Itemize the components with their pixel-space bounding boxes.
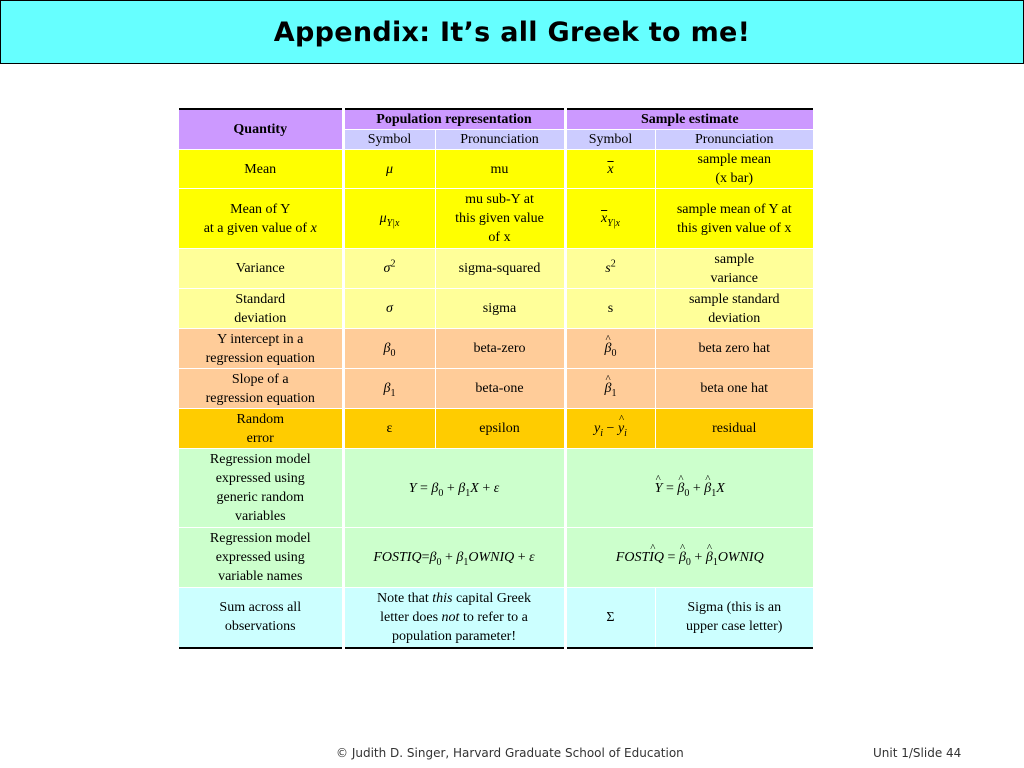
quantity-var: x [310, 220, 317, 236]
beta-symbol: β [383, 341, 391, 356]
quantity-line1: Regression model [209, 452, 311, 467]
pop-pron-line3: of x [488, 230, 511, 245]
eq-epsilon: ε [529, 550, 535, 565]
eq-plus: + [692, 480, 701, 496]
eq-i-hat: ^ I [649, 548, 654, 567]
quantity-line1: Slope of a [231, 371, 289, 387]
quantity-cell: Variance [179, 249, 343, 289]
pop-symbol-cell [343, 189, 435, 249]
note-part-a: Note that [377, 590, 429, 606]
samp-equation-cell [565, 449, 813, 528]
pop-symbol-cell: μ [343, 150, 435, 189]
quantity-cell [179, 289, 343, 329]
note-part-c: letter does [380, 609, 439, 625]
samp-symbol-cell [565, 189, 655, 249]
pop-pronunciation-cell: beta-one [435, 369, 565, 409]
table-row-standard-deviation [179, 289, 813, 329]
x-bar-symbol: $\overline{x}$ [601, 211, 608, 226]
table-row-mean-of-y [179, 189, 813, 249]
note-not: not [441, 609, 460, 625]
header-sample: Sample estimate [565, 109, 813, 130]
header-population: Population representation [343, 109, 565, 130]
pop-pronunciation-cell [435, 189, 565, 249]
header-pop-pronunciation: Pronunciation [435, 130, 565, 150]
quantity-line1: Standard [235, 291, 286, 307]
pop-pronunciation-cell: sigma [435, 289, 565, 329]
quantity-line1: Y intercept in a [217, 331, 304, 347]
pop-pronunciation-cell: beta-zero [435, 329, 565, 369]
pop-equation-cell [343, 449, 565, 528]
subscript: 1 [611, 387, 617, 399]
quantity-line2: regression equation [205, 350, 315, 366]
pop-pron-line2: this given value [455, 211, 544, 226]
table-row-slope [179, 369, 813, 409]
samp-symbol-cell [565, 249, 655, 289]
pop-symbol-cell: σ [343, 289, 435, 329]
samp-pron-line1: sample mean of Y at [676, 201, 792, 217]
eq-fostiq: FOSTIQ [373, 550, 422, 565]
samp-pron-line2: variance [710, 270, 758, 286]
subscript: 0 [611, 347, 617, 359]
quantity-cell [179, 329, 343, 369]
quantity-cell [179, 189, 343, 249]
eq-fost: FOST [615, 550, 650, 565]
note-part-b: capital Greek [455, 590, 531, 606]
subscript: 1 [712, 556, 718, 568]
eq-beta0-hat: ^ β [677, 479, 684, 498]
table-row-sum [179, 588, 813, 648]
pop-equation-cell [343, 528, 565, 588]
samp-symbol-cell [565, 409, 655, 449]
quantity-cell [179, 409, 343, 449]
eq-epsilon: ε [493, 480, 500, 496]
eq-plus: + [444, 550, 453, 565]
subscript: 1 [711, 487, 717, 499]
quantity-line2: error [246, 430, 274, 446]
samp-pronunciation-cell: beta zero hat [655, 329, 813, 369]
eq-Y-hat: ^ Y [655, 479, 663, 498]
table-row-named-model [179, 528, 813, 588]
greek-symbols-table [179, 108, 813, 649]
table-row-mean [179, 150, 813, 189]
quantity-cell: Mean [179, 150, 343, 189]
eq-X: X [470, 480, 479, 496]
table-row-y-intercept [179, 329, 813, 369]
samp-pronunciation-cell [655, 189, 813, 249]
samp-symbol-cell [565, 369, 655, 409]
pop-pron-line1: mu sub-Y at [465, 192, 534, 207]
header-quantity: Quantity [179, 109, 343, 150]
samp-pronunciation-cell: beta one hat [655, 369, 813, 409]
mu-symbol: μ [379, 211, 387, 226]
samp-pron-line2: deviation [708, 310, 761, 326]
subscript: 0 [685, 556, 691, 568]
beta-symbol: β [383, 381, 391, 396]
header-samp-symbol: Symbol [565, 130, 655, 150]
pop-symbol-cell [343, 329, 435, 369]
pop-symbol-cell: ε [343, 409, 435, 449]
table-row-generic-model [179, 449, 813, 528]
samp-symbol-cell [565, 150, 655, 189]
header-samp-pronunciation: Pronunciation [655, 130, 813, 150]
footer-slide-number: Unit 1/Slide 44 [873, 746, 962, 760]
samp-pronunciation-cell [655, 289, 813, 329]
header-pop-symbol: Symbol [343, 130, 435, 150]
samp-pronunciation-cell: residual [655, 409, 813, 449]
samp-symbol-cell: Σ [565, 588, 655, 648]
subscript: 1 [390, 387, 396, 399]
y-hat-symbol: ^ y [618, 419, 624, 438]
quantity-line2: expressed using [215, 471, 305, 486]
pop-symbol-cell [343, 249, 435, 289]
footer-credit: © Judith D. Singer, Harvard Graduate School of Education [336, 746, 684, 760]
samp-pron-line2: this given value of x [677, 220, 792, 236]
quantity-line4: variables [234, 509, 286, 524]
quantity-line3: variable names [218, 569, 303, 584]
eq-beta1: β [456, 550, 464, 565]
pop-pronunciation-cell: sigma-squared [435, 249, 565, 289]
eq-owniq: OWNIQ [717, 550, 764, 565]
subscript: 1 [465, 487, 471, 499]
quantity-line2: at a given value of [203, 220, 308, 236]
eq-owniq: OWNIQ [468, 550, 515, 565]
y-symbol: y [594, 421, 601, 436]
quantity-cell [179, 369, 343, 409]
subscript: 1 [463, 556, 469, 568]
samp-pronunciation-cell [655, 150, 813, 189]
eq-plus: + [446, 480, 455, 496]
table-row-random-error [179, 409, 813, 449]
subscript: 0 [390, 347, 396, 359]
quantity-cell [179, 449, 343, 528]
slide-title: Appendix: It’s all Greek to me! [273, 16, 751, 48]
quantity-cell [179, 528, 343, 588]
samp-pron-line2: (x bar) [715, 171, 754, 186]
note-this: this [432, 590, 453, 606]
eq-X: X [716, 480, 725, 496]
samp-pronunciation-cell [655, 249, 813, 289]
quantity-line1: Mean of Y [230, 201, 291, 217]
eq-plus: + [517, 550, 526, 565]
eq-beta1-hat: ^ β [704, 479, 711, 498]
eq-plus: + [482, 480, 491, 496]
note-part-e: population parameter! [391, 628, 516, 644]
minus-sign: − [606, 421, 615, 436]
eq-beta1-hat: ^ β [706, 548, 713, 567]
eq-equals: = [667, 550, 676, 565]
eq-plus: + [694, 550, 703, 565]
quantity-line1: Regression model [209, 531, 311, 546]
eq-equals: = [665, 480, 674, 496]
pop-note-cell [343, 588, 565, 648]
samp-equation-cell [565, 528, 813, 588]
quantity-line3: generic random [216, 490, 304, 505]
subscript: Y|x [386, 217, 400, 229]
eq-Y: Y [408, 480, 417, 496]
eq-beta0: β [429, 550, 437, 565]
header-row-groups [179, 109, 813, 130]
quantity-line2: observations [224, 619, 296, 635]
subscript: 0 [684, 487, 690, 499]
subscript: i [624, 427, 627, 439]
subscript: Y|x [607, 217, 620, 229]
subscript: i [600, 427, 604, 439]
beta-hat-symbol: ^ β [605, 379, 612, 398]
samp-pron-line1: sample standard [688, 291, 780, 307]
samp-pron-line1: sample [714, 251, 755, 267]
pop-pronunciation-cell: mu [435, 150, 565, 189]
eq-equals: = [421, 550, 430, 565]
superscript: 2 [390, 258, 396, 270]
quantity-line2: deviation [234, 310, 287, 326]
quantity-line2: expressed using [215, 550, 305, 565]
subscript: 0 [436, 556, 442, 568]
beta-hat-symbol: ^ β [605, 339, 612, 358]
quantity-cell [179, 588, 343, 648]
eq-beta0-hat: ^ β [679, 548, 686, 567]
eq-beta1: β [458, 480, 466, 496]
note-part-d: to refer to a [462, 609, 528, 625]
s-symbol: s [605, 261, 611, 276]
quantity-line1: Random [236, 411, 284, 427]
samp-pronunciation-cell [655, 588, 813, 648]
pop-pronunciation-cell: epsilon [435, 409, 565, 449]
sigma-symbol: σ [383, 261, 391, 276]
samp-symbol-cell [565, 329, 655, 369]
samp-pron-line1: Sigma (this is an [687, 600, 782, 616]
eq-beta0: β [431, 480, 439, 496]
quantity-line2: regression equation [205, 390, 315, 406]
samp-symbol-cell: s [565, 289, 655, 329]
eq-q: Q [653, 550, 665, 565]
samp-pron-line2: upper case letter) [686, 619, 783, 635]
table-row-variance [179, 249, 813, 289]
x-bar-symbol: $\overline{x}$ [607, 161, 614, 177]
pop-symbol-cell [343, 369, 435, 409]
quantity-line1: Sum across all [219, 600, 302, 616]
eq-equals: = [420, 480, 428, 496]
title-bar [0, 0, 1024, 64]
subscript: 0 [438, 487, 444, 499]
samp-pron-line1: sample mean [697, 152, 771, 167]
superscript: 2 [610, 258, 616, 270]
